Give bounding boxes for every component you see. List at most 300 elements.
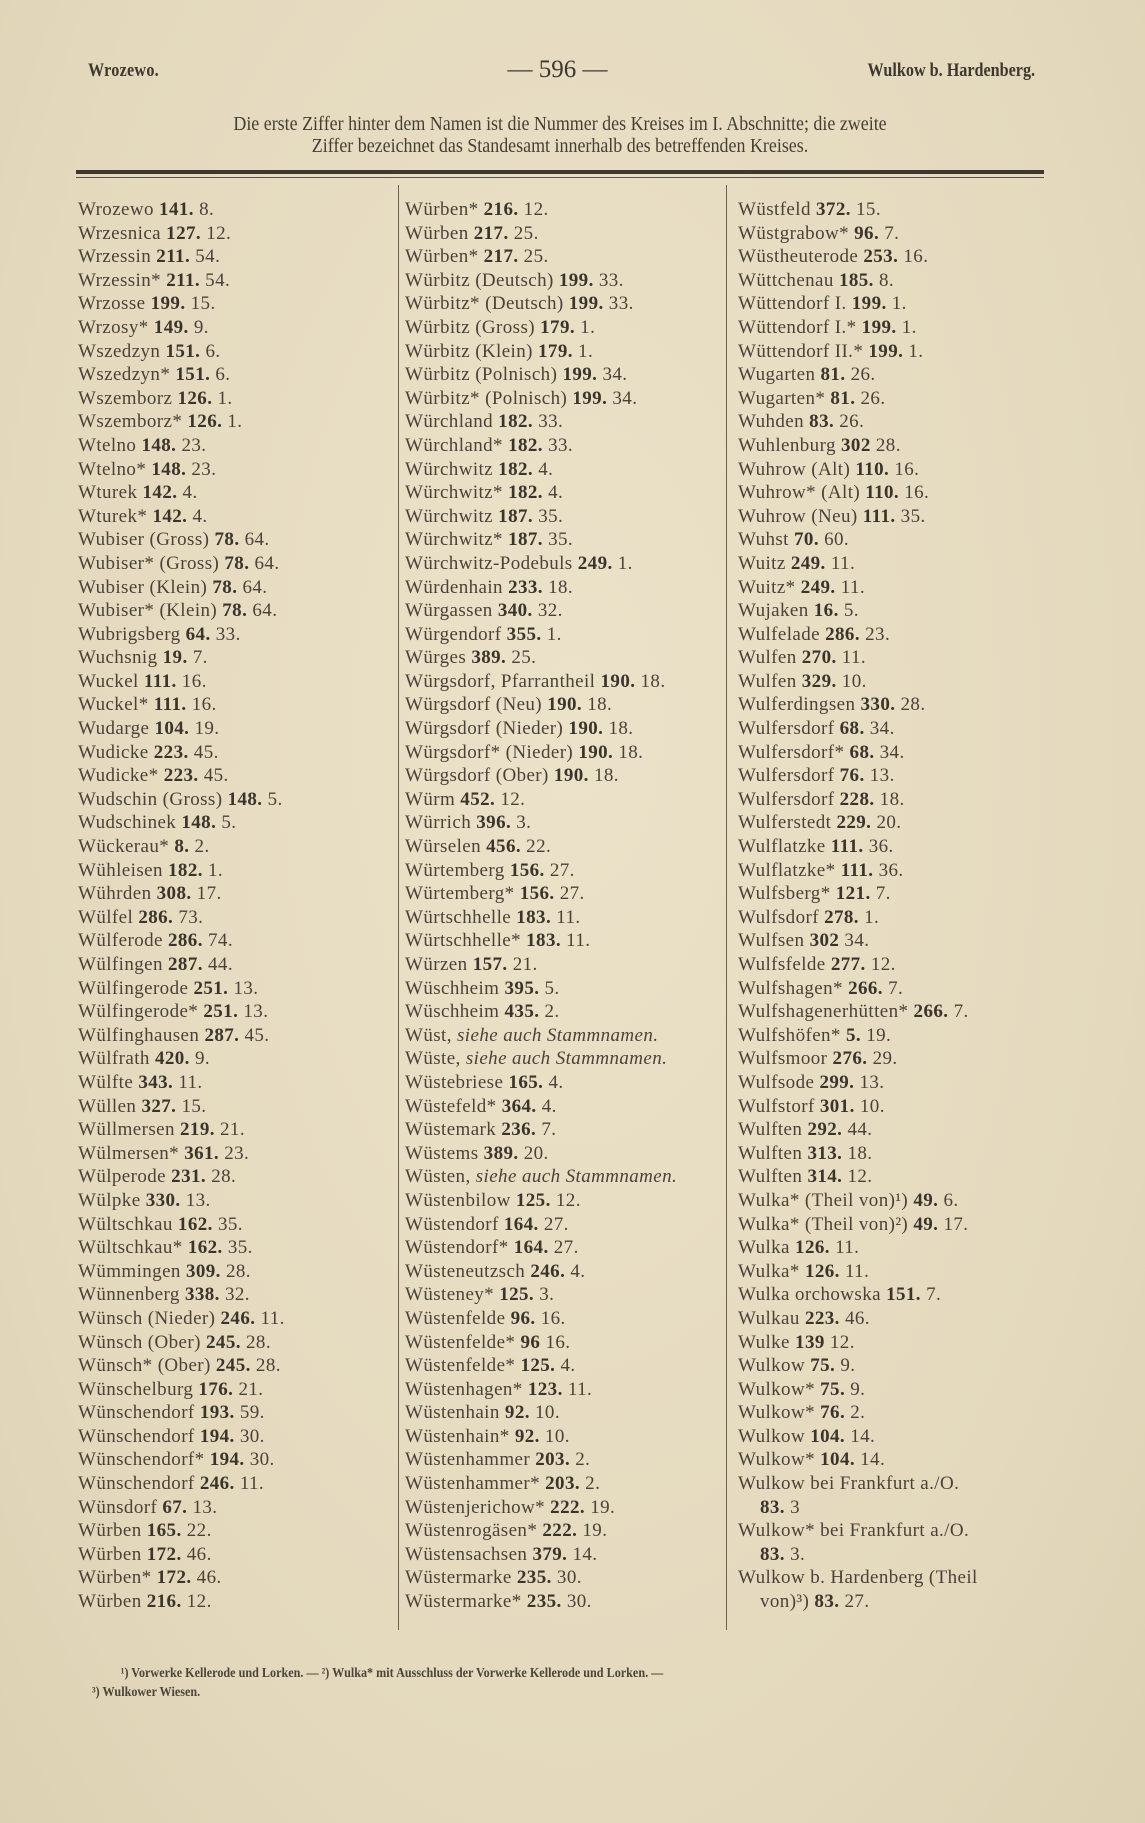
place-name: Wulferstedt	[738, 812, 832, 834]
kreis-number: 249.	[577, 552, 613, 574]
place-name: Wüstenbilow	[405, 1189, 511, 1211]
index-entry	[405, 764, 677, 788]
place-name: Würben*	[78, 1567, 152, 1589]
header-rule-thick	[76, 170, 1044, 174]
standesamt-number: 33.	[215, 623, 241, 645]
standesamt-number: 8.	[199, 199, 215, 220]
place-name: Würben	[405, 222, 469, 244]
index-entry	[78, 1000, 285, 1024]
kreis-number: 126.	[187, 411, 223, 433]
place-name: Wuhrow (Alt)	[738, 458, 851, 480]
kreis-number: 216.	[146, 1591, 182, 1613]
kreis-number: 222.	[542, 1520, 578, 1542]
index-entry	[78, 1590, 285, 1614]
index-entry	[78, 646, 285, 670]
place-name: Würchwitz*	[405, 529, 503, 551]
kreis-number: 111.	[153, 694, 187, 716]
standesamt-number: 7.	[541, 1119, 557, 1141]
kreis-number: 183.	[526, 930, 562, 952]
standesamt-number: 35.	[900, 505, 926, 527]
standesamt-number: 16.	[181, 670, 207, 692]
kreis-number: 76.	[820, 1402, 846, 1424]
kreis-number: 182.	[168, 859, 203, 881]
kreis-number: 211.	[166, 269, 201, 291]
standesamt-number: 12.	[206, 222, 232, 244]
index-entry	[738, 1071, 978, 1095]
index-entry	[78, 222, 285, 246]
kreis-number: 111.	[830, 836, 864, 858]
kreis-number: 68.	[839, 718, 865, 740]
place-name: Wulka* (Theil von)¹)	[738, 1189, 909, 1211]
standesamt-number: 1.	[227, 411, 243, 433]
place-name: Wülfingen	[78, 954, 163, 975]
index-entry	[78, 1566, 285, 1590]
index-entry	[738, 1354, 978, 1378]
index-entry	[738, 1095, 978, 1119]
kreis-number: 199.	[851, 293, 887, 315]
index-entry	[738, 764, 978, 788]
standesamt-number: 4.	[182, 482, 198, 504]
place-name: Wünschelburg	[78, 1378, 194, 1400]
standesamt-number: 2.	[544, 1001, 560, 1023]
kreis-number: 125.	[520, 1355, 556, 1377]
place-name: Wulften	[738, 1119, 803, 1141]
standesamt-number: 27.	[553, 1237, 579, 1259]
standesamt-number: 18.	[847, 1142, 873, 1164]
kreis-number: 228.	[839, 788, 875, 810]
intro-line-2: Ziffer bezeichnet das Standesamt innerhalb des betreffenden Kreises.	[311, 136, 809, 157]
kreis-number: 121.	[835, 883, 871, 905]
place-name: Würchland	[405, 411, 494, 433]
index-entry	[738, 717, 978, 741]
kreis-number: 253.	[863, 246, 899, 268]
kreis-number: 308.	[156, 883, 192, 905]
place-name: Würben	[78, 1520, 142, 1542]
index-entry	[738, 1236, 978, 1260]
standesamt-number: 36.	[868, 836, 894, 858]
kreis-number: 329.	[801, 670, 837, 692]
standesamt-number: 16.	[903, 246, 929, 268]
kreis-number: 164.	[503, 1213, 539, 1235]
place-name: Wüstenhain*	[405, 1425, 510, 1447]
place-name: Wünsch (Nieder)	[78, 1307, 216, 1329]
place-name: Wüstheuterode	[738, 246, 859, 268]
kreis-number: 172.	[146, 1543, 182, 1565]
place-name: Wulkow bei Frankfurt a./O.	[738, 1473, 960, 1495]
standesamt-number: 11.	[835, 1237, 860, 1259]
standesamt-number: 64.	[254, 552, 280, 574]
index-entry	[405, 906, 677, 930]
index-entry	[405, 835, 677, 859]
place-name: Wudicke	[78, 741, 149, 763]
index-entry	[405, 1165, 677, 1189]
kreis-number: 338.	[184, 1284, 220, 1306]
kreis-number: 245.	[206, 1331, 241, 1353]
footnote-line-2: ³) Wulkower Wiesen.	[92, 1684, 201, 1699]
standesamt-number: 23.	[191, 458, 217, 480]
standesamt-number: 30.	[239, 1425, 265, 1447]
index-entry	[405, 292, 677, 316]
standesamt-number: 11.	[567, 1378, 593, 1400]
index-entry	[405, 693, 677, 717]
place-name: Würtschhelle*	[405, 930, 521, 952]
place-name: Wüstefeld*	[405, 1095, 497, 1117]
standesamt-number: 28.	[255, 1355, 281, 1377]
place-name: Wrzessin	[78, 246, 152, 268]
place-name: Wuitz	[738, 552, 786, 574]
place-name: Wulfsdorf	[738, 906, 819, 928]
place-name: Wuchsnig	[78, 647, 158, 669]
place-name: Wulfen	[738, 670, 797, 692]
kreis-number: 75.	[820, 1378, 846, 1400]
index-entry	[78, 953, 285, 977]
place-name: Wuckel	[78, 670, 139, 692]
place-name: Würbitz (Klein)	[405, 340, 533, 362]
left-catchword: Wrozewo.	[88, 60, 159, 81]
place-name: Wülfte	[78, 1071, 134, 1093]
standesamt-number: 6.	[205, 340, 221, 362]
index-entry	[738, 859, 978, 883]
standesamt-number: 4.	[570, 1260, 586, 1282]
standesamt-number: 11.	[260, 1307, 285, 1329]
index-entry	[405, 269, 677, 293]
standesamt-number: 64.	[244, 529, 270, 551]
index-entry	[738, 670, 978, 694]
kreis-number: 151.	[886, 1284, 921, 1306]
kreis-number: 126.	[177, 387, 213, 409]
place-name: Würgsdorf* (Nieder)	[405, 741, 574, 763]
kreis-number: 149.	[153, 316, 189, 338]
standesamt-number: 25.	[523, 246, 549, 268]
standesamt-number: 46.	[844, 1307, 870, 1329]
kreis-number: 301.	[819, 1095, 855, 1117]
index-entry	[405, 434, 677, 458]
index-entry	[738, 387, 978, 411]
standesamt-number: 28.	[225, 1260, 251, 1282]
standesamt-number: 18.	[593, 765, 619, 787]
kreis-number: 277.	[830, 954, 866, 975]
standesamt-number: 1.	[208, 859, 224, 881]
standesamt-number: 13.	[869, 765, 895, 787]
place-name: Würbitz* (Polnisch)	[405, 387, 568, 409]
kreis-number: 92.	[504, 1402, 530, 1424]
place-name: Wulfshagen*	[738, 977, 843, 999]
index-entry	[78, 1448, 285, 1472]
place-name: Würgendorf	[405, 623, 502, 645]
kreis-number: 111.	[862, 505, 896, 527]
index-entry	[738, 1118, 978, 1142]
index-entry	[405, 340, 677, 364]
place-name: Wulfelade	[738, 623, 820, 645]
index-column-2	[405, 198, 677, 1614]
standesamt-number: 16.	[545, 1331, 571, 1353]
place-name: Wrzosy*	[78, 316, 149, 338]
kreis-number: 395.	[504, 977, 540, 999]
standesamt-number: 46.	[186, 1543, 212, 1565]
kreis-number: 313.	[807, 1142, 843, 1164]
place-name: Würchwitz	[405, 458, 494, 480]
standesamt-number: 17.	[196, 883, 222, 905]
kreis-number: 148.	[141, 434, 177, 456]
standesamt-number: 34.	[612, 387, 638, 409]
standesamt-number: 13.	[233, 977, 259, 999]
standesamt-number: 29.	[872, 1048, 898, 1070]
index-entry	[405, 528, 677, 552]
kreis-number: 104.	[154, 718, 190, 740]
kreis-number: 251.	[193, 977, 229, 999]
place-name: Wüstendorf*	[405, 1237, 509, 1259]
standesamt-number: 14.	[572, 1543, 598, 1565]
kreis-number: 199.	[562, 364, 598, 386]
kreis-number: 223.	[153, 741, 189, 763]
standesamt-number: 23.	[224, 1142, 250, 1164]
place-name: Wünnenberg	[78, 1284, 180, 1306]
standesamt-number: 8.	[878, 269, 895, 291]
index-entry	[738, 599, 978, 623]
index-entry	[405, 1047, 677, 1071]
kreis-number: 203.	[545, 1473, 581, 1495]
place-name: Wüllen	[78, 1095, 137, 1117]
standesamt-number: 7.	[888, 977, 904, 999]
see-also-note: siehe auch Stammnamen.	[475, 1166, 678, 1188]
index-entry	[78, 1543, 285, 1567]
index-entry	[78, 1071, 285, 1095]
standesamt-number: 18.	[640, 670, 666, 692]
standesamt-number: 3.	[539, 1284, 555, 1306]
kreis-number: 396.	[476, 812, 512, 834]
place-name: Wszemborz	[78, 387, 173, 409]
index-column-1	[78, 198, 285, 1614]
kreis-number: 110.	[855, 458, 890, 480]
index-entry	[405, 1189, 677, 1213]
standesamt-number: 11.	[841, 647, 867, 669]
kreis-number: 287.	[204, 1024, 240, 1046]
standesamt-number: 28.	[211, 1166, 237, 1188]
place-name: Wulferdingsen	[738, 694, 856, 716]
standesamt-number: 12.	[870, 954, 896, 975]
standesamt-number: 18.	[879, 788, 905, 810]
index-entry	[405, 198, 677, 222]
index-entry	[405, 1307, 677, 1331]
place-name: Würbitz (Gross)	[405, 316, 535, 338]
index-entry	[738, 693, 978, 717]
standesamt-number: 16.	[191, 694, 217, 716]
place-name: Wulfen	[738, 647, 797, 669]
kreis-number: 162.	[187, 1237, 223, 1259]
index-entry	[78, 245, 285, 269]
standesamt-number: 2.	[194, 836, 210, 858]
kreis-number: 104.	[810, 1425, 846, 1447]
index-entry	[738, 198, 978, 222]
standesamt-number: 12.	[186, 1591, 212, 1613]
place-name: Wulkow	[738, 1425, 806, 1447]
index-entry	[78, 458, 285, 482]
standesamt-number: 32.	[537, 600, 563, 622]
standesamt-number: 45.	[244, 1024, 270, 1046]
standesamt-number: 12.	[523, 199, 549, 220]
place-name: Wünsdorf	[78, 1496, 158, 1518]
place-name: Wüstenfelde	[405, 1307, 506, 1329]
index-entry	[78, 1213, 285, 1237]
kreis-number: 266.	[848, 977, 883, 999]
standesamt-number: 45.	[203, 765, 229, 787]
kreis-number: 165.	[508, 1071, 544, 1093]
index-entry	[405, 552, 677, 576]
index-entry	[738, 1425, 978, 1449]
index-entry	[738, 528, 978, 552]
standesamt-number: 1.	[578, 340, 594, 362]
place-name: Wugarten*	[738, 387, 826, 409]
index-entry	[405, 953, 677, 977]
place-name: Würrich	[405, 812, 472, 834]
standesamt-number: 54.	[205, 269, 231, 291]
place-name: Wudschin (Gross)	[78, 788, 223, 810]
index-entry	[405, 1448, 677, 1472]
standesamt-number: 33.	[538, 411, 564, 433]
standesamt-number: 1.	[901, 316, 917, 338]
index-entry	[405, 1354, 677, 1378]
kreis-number: 452.	[460, 788, 496, 810]
index-entry	[405, 717, 677, 741]
index-entry	[405, 646, 677, 670]
kreis-number: 199.	[150, 293, 186, 315]
place-name: Wulkow b. Hardenberg (Theil	[738, 1567, 978, 1589]
kreis-number: 193.	[199, 1402, 235, 1424]
place-name: Würgsdorf (Neu)	[405, 694, 543, 716]
kreis-number: 223.	[804, 1307, 840, 1329]
place-name: Wulfersdorf	[738, 718, 835, 740]
index-entry	[738, 623, 978, 647]
place-name: Wulkow*	[738, 1378, 815, 1400]
place-name: Wüsteney*	[405, 1284, 495, 1306]
kreis-number: 266.	[913, 1001, 949, 1023]
standesamt-number: 12.	[555, 1189, 581, 1211]
right-catchword: Wulkow b. Hardenberg.	[867, 60, 1035, 81]
kreis-number: 111.	[143, 670, 177, 692]
index-entry	[78, 1024, 285, 1048]
standesamt-number: 6.	[215, 364, 231, 386]
place-name: Wulkow* bei Frankfurt a./O.	[738, 1520, 970, 1542]
index-entry	[738, 1448, 978, 1472]
standesamt-number: 9.	[840, 1355, 856, 1377]
place-name: Wuckel*	[78, 694, 149, 716]
standesamt-number: 22.	[186, 1520, 212, 1542]
index-entry	[405, 1118, 677, 1142]
index-entry	[405, 670, 677, 694]
index-entry	[78, 835, 285, 859]
index-entry	[78, 198, 285, 222]
place-name: Würgsdorf (Ober)	[405, 765, 549, 787]
kreis-number: 235.	[516, 1567, 552, 1589]
place-name: Wulfshöfen*	[738, 1024, 841, 1046]
place-name: Wülpke	[78, 1189, 141, 1211]
index-entry	[78, 1095, 285, 1119]
kreis-number: 172.	[156, 1567, 192, 1589]
place-name: Wuhrow* (Alt)	[738, 482, 861, 504]
index-entry	[405, 1095, 677, 1119]
index-entry	[738, 1260, 978, 1284]
kreis-number: 126.	[804, 1260, 840, 1282]
standesamt-number: 59.	[239, 1402, 265, 1424]
index-entry	[78, 1047, 285, 1071]
index-entry	[78, 1425, 285, 1449]
index-entry	[78, 481, 285, 505]
kreis-number: 83.	[814, 1591, 840, 1613]
standesamt-number: 33.	[598, 269, 624, 291]
kreis-number: 16.	[813, 600, 839, 622]
index-entry	[78, 1401, 285, 1425]
kreis-number: 249.	[790, 552, 826, 574]
kreis-number: 389.	[483, 1142, 519, 1164]
standesamt-number: 28.	[900, 694, 926, 716]
index-entry	[78, 552, 285, 576]
place-name: Wüstenrogäsen*	[405, 1520, 538, 1542]
standesamt-number: 26.	[860, 387, 886, 409]
kreis-number: 246.	[199, 1473, 235, 1495]
kreis-number: 110.	[865, 482, 900, 504]
index-entry	[78, 269, 285, 293]
index-entry	[78, 1472, 285, 1496]
standesamt-number: 23.	[865, 623, 891, 645]
standesamt-number: 11.	[566, 930, 591, 952]
place-name: Wuitz*	[738, 576, 796, 598]
standesamt-number: 1.	[864, 906, 880, 928]
standesamt-number: 34.	[869, 718, 895, 740]
standesamt-number: 4.	[560, 1355, 576, 1377]
index-entry	[738, 1543, 978, 1567]
kreis-number: 182.	[498, 458, 534, 480]
place-name: Wuhrow (Neu)	[738, 505, 858, 527]
standesamt-number: 25.	[511, 647, 537, 669]
index-entry	[405, 387, 677, 411]
kreis-number: 187.	[498, 505, 534, 527]
header-rule-thin	[76, 177, 1044, 178]
index-entry	[78, 1118, 285, 1142]
standesamt-number: 2.	[575, 1449, 591, 1471]
place-name: Wüstenhagen*	[405, 1378, 523, 1400]
standesamt-number: 44.	[208, 954, 233, 975]
place-name: Wszedzyn	[78, 340, 161, 362]
standesamt-number: 18.	[608, 718, 634, 740]
place-name: Wüttchenau	[738, 269, 834, 291]
place-name: Wubiser* (Gross)	[78, 552, 220, 574]
standesamt-number: 27.	[844, 1591, 870, 1613]
standesamt-number: 1.	[580, 316, 596, 338]
index-entry	[405, 1071, 677, 1095]
place-name: Wüsteneutzsch	[405, 1260, 526, 1282]
standesamt-number: 10.	[544, 1425, 570, 1447]
index-entry	[738, 552, 978, 576]
index-entry	[78, 1283, 285, 1307]
place-name: Wünschendorf*	[78, 1449, 205, 1471]
index-entry	[738, 1519, 978, 1543]
place-name: Wüschheim	[405, 1001, 500, 1023]
index-entry	[738, 1590, 978, 1614]
index-entry	[738, 363, 978, 387]
kreis-number: 194.	[209, 1449, 245, 1471]
kreis-number: 379.	[532, 1543, 568, 1565]
place-name: Wültschkau*	[78, 1237, 183, 1259]
standesamt-number: 4.	[548, 482, 564, 504]
kreis-number: 151.	[175, 364, 211, 386]
kreis-number: 68.	[849, 741, 875, 763]
index-entry	[405, 1566, 677, 1590]
kreis-number: 176.	[198, 1378, 234, 1400]
intro-line-1: Die erste Ziffer hinter dem Namen ist die Nummer des Kreises im I. Abschnitte; die zweite	[233, 114, 887, 135]
place-name: Wulfsen	[738, 930, 805, 952]
kreis-number: 179.	[540, 316, 576, 338]
standesamt-number: 11.	[556, 906, 581, 928]
